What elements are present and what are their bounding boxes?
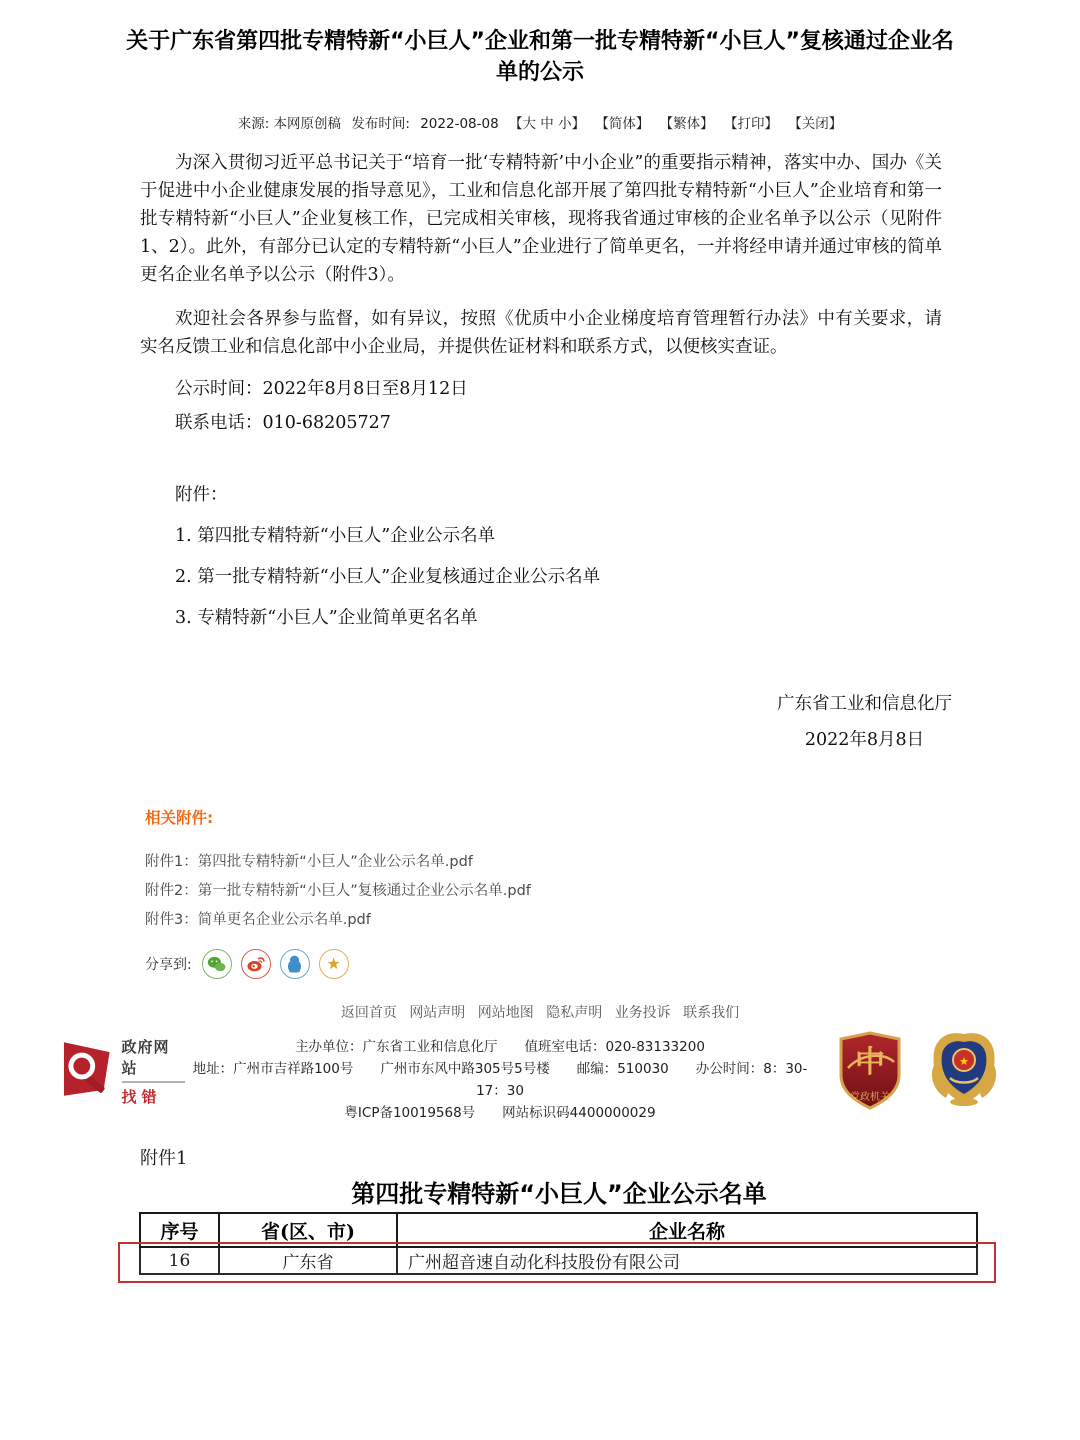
qq-icon[interactable]	[280, 949, 310, 979]
signature-date: 2022年8月8日	[804, 730, 925, 750]
attachment-item: 1. 第四批专精特新“小巨人”企业公示名单	[175, 526, 496, 546]
publicity-period: 公示时间：2022年8月8日至8月12日	[175, 379, 468, 399]
cell-company: 广州超音速自动化科技股份有限公司	[397, 1247, 977, 1274]
footer-info	[185, 1036, 815, 1124]
related-attachments-heading: 相关附件:	[145, 809, 214, 827]
font-size-control[interactable]: 【大 中 小】	[508, 116, 586, 132]
footer-host-line: 主办单位：广东省工业和信息化厅 值班室电话：020-83133200	[295, 1039, 705, 1055]
related-file-link[interactable]: 简单更名企业公示名单.pdf	[197, 912, 371, 928]
svg-text:党政机关: 党政机关	[850, 1092, 890, 1103]
signature-org: 广东省工业和信息化厅	[777, 694, 952, 714]
footer-nav-contact[interactable]: 联系我们	[683, 1005, 740, 1021]
svg-text:中: 中	[855, 1045, 885, 1080]
footer-nav-home[interactable]: 返回首页	[340, 1005, 397, 1021]
related-file-row	[145, 877, 531, 906]
related-file-row	[145, 848, 531, 877]
qzone-icon[interactable]: ★	[319, 949, 349, 979]
related-file-row	[145, 906, 531, 935]
dangzheng-badge[interactable]	[836, 1030, 904, 1116]
attachment-item: 2. 第一批专精特新“小巨人”企业复核通过企业公示名单	[175, 567, 601, 587]
table-header-row	[140, 1213, 977, 1247]
police-badge[interactable]	[926, 1028, 1002, 1112]
find-error-flag-icon	[60, 1036, 116, 1106]
find-error-action: 找错	[121, 1087, 162, 1106]
attachment-preview-title: 第四批专精特新“小巨人”企业公示名单	[351, 1180, 767, 1208]
column-header-seq: 序号	[140, 1213, 219, 1247]
signature-block	[777, 690, 952, 751]
article-meta-bar	[0, 112, 1080, 132]
print-control[interactable]: 【打印】	[723, 116, 778, 132]
page-title: 关于广东省第四批专精特新“小巨人”企业和第一批专精特新“小巨人”复核通过企业名单的公示	[126, 29, 954, 85]
article-body	[140, 149, 942, 632]
related-file-link[interactable]: 第一批专精特新“小巨人”复核通过企业公示名单.pdf	[197, 883, 531, 899]
body-paragraph: 欢迎社会各界参与监督，如有异议，按照《优质中小企业梯度培育管理暂行办法》中有关要求，请实名反馈工业和信息化部中小企业局，并提供佐证材料和联系方式，以便核实查证。	[140, 309, 942, 357]
close-control[interactable]: 【关闭】	[788, 116, 843, 132]
footer-address-line: 地址：广州市吉祥路100号 广州市东风中路305号5号楼 邮编：510030 办公时间：8：30-17：30	[192, 1061, 808, 1099]
related-file-label: 附件2：	[145, 883, 198, 899]
body-paragraph: 为深入贯彻习近平总书记关于“培育一批‘专精特新’中小企业”的重要指示精神，落实中办、国办《关于促进中小企业健康发展的指导意见》，工业和信息化部开展了第四批专精特新“小巨人”企业培育和第一批专精特新“小巨人”企业复核工作，已完成相关审核，现将我省通过审核的企业名单予以公示（见附件1、2）。此外，有部分已认定的专精特新“小巨人”企业进行了简单更名，一并将经申请并通过审核的简单更名企业名单予以公示（附件3）。	[140, 153, 942, 285]
contact-phone: 联系电话：010-68205727	[175, 413, 391, 433]
gov-site-find-error-widget[interactable]	[60, 1034, 185, 1108]
column-header-province: 省(区、市)	[219, 1213, 397, 1247]
publish-time-label: 发布时间:	[351, 116, 410, 132]
source-label: 来源: 本网原创稿	[237, 116, 342, 132]
attachments-label: 附件：	[175, 485, 228, 505]
cell-seq: 16	[140, 1247, 219, 1274]
footer-nav-privacy[interactable]: 隐私声明	[546, 1005, 603, 1021]
weibo-icon[interactable]	[241, 949, 271, 979]
related-attachments-section	[145, 806, 531, 979]
related-file-link[interactable]: 第四批专精特新“小巨人”企业公示名单.pdf	[197, 854, 473, 870]
publish-date: 2022-08-08	[420, 116, 499, 132]
footer-icp-line: 粤ICP备10019568号 网站标识码4400000029	[344, 1105, 656, 1121]
wechat-icon[interactable]	[202, 949, 232, 979]
footer-nav-complaint[interactable]: 业务投诉	[614, 1005, 671, 1021]
enterprise-table	[139, 1212, 978, 1275]
svg-text:★: ★	[959, 1055, 969, 1068]
find-error-title: 政府网站	[122, 1036, 185, 1083]
attachment-preview-label: 附件1	[140, 1148, 188, 1169]
traditional-control[interactable]: 【繁体】	[659, 116, 714, 132]
simplified-control[interactable]: 【简体】	[595, 116, 650, 132]
footer-nav-statement[interactable]: 网站声明	[409, 1005, 466, 1021]
related-file-label: 附件1：	[145, 854, 198, 870]
attachment-item: 3. 专精特新“小巨人”企业简单更名名单	[175, 608, 478, 628]
footer-nav-sitemap[interactable]: 网站地图	[477, 1005, 534, 1021]
share-label: 分享到:	[145, 957, 192, 973]
footer-nav	[0, 1002, 1080, 1022]
related-file-label: 附件3：	[145, 912, 198, 928]
cell-province: 广东省	[219, 1247, 397, 1274]
column-header-company: 企业名称	[397, 1213, 977, 1247]
table-row	[140, 1247, 977, 1274]
